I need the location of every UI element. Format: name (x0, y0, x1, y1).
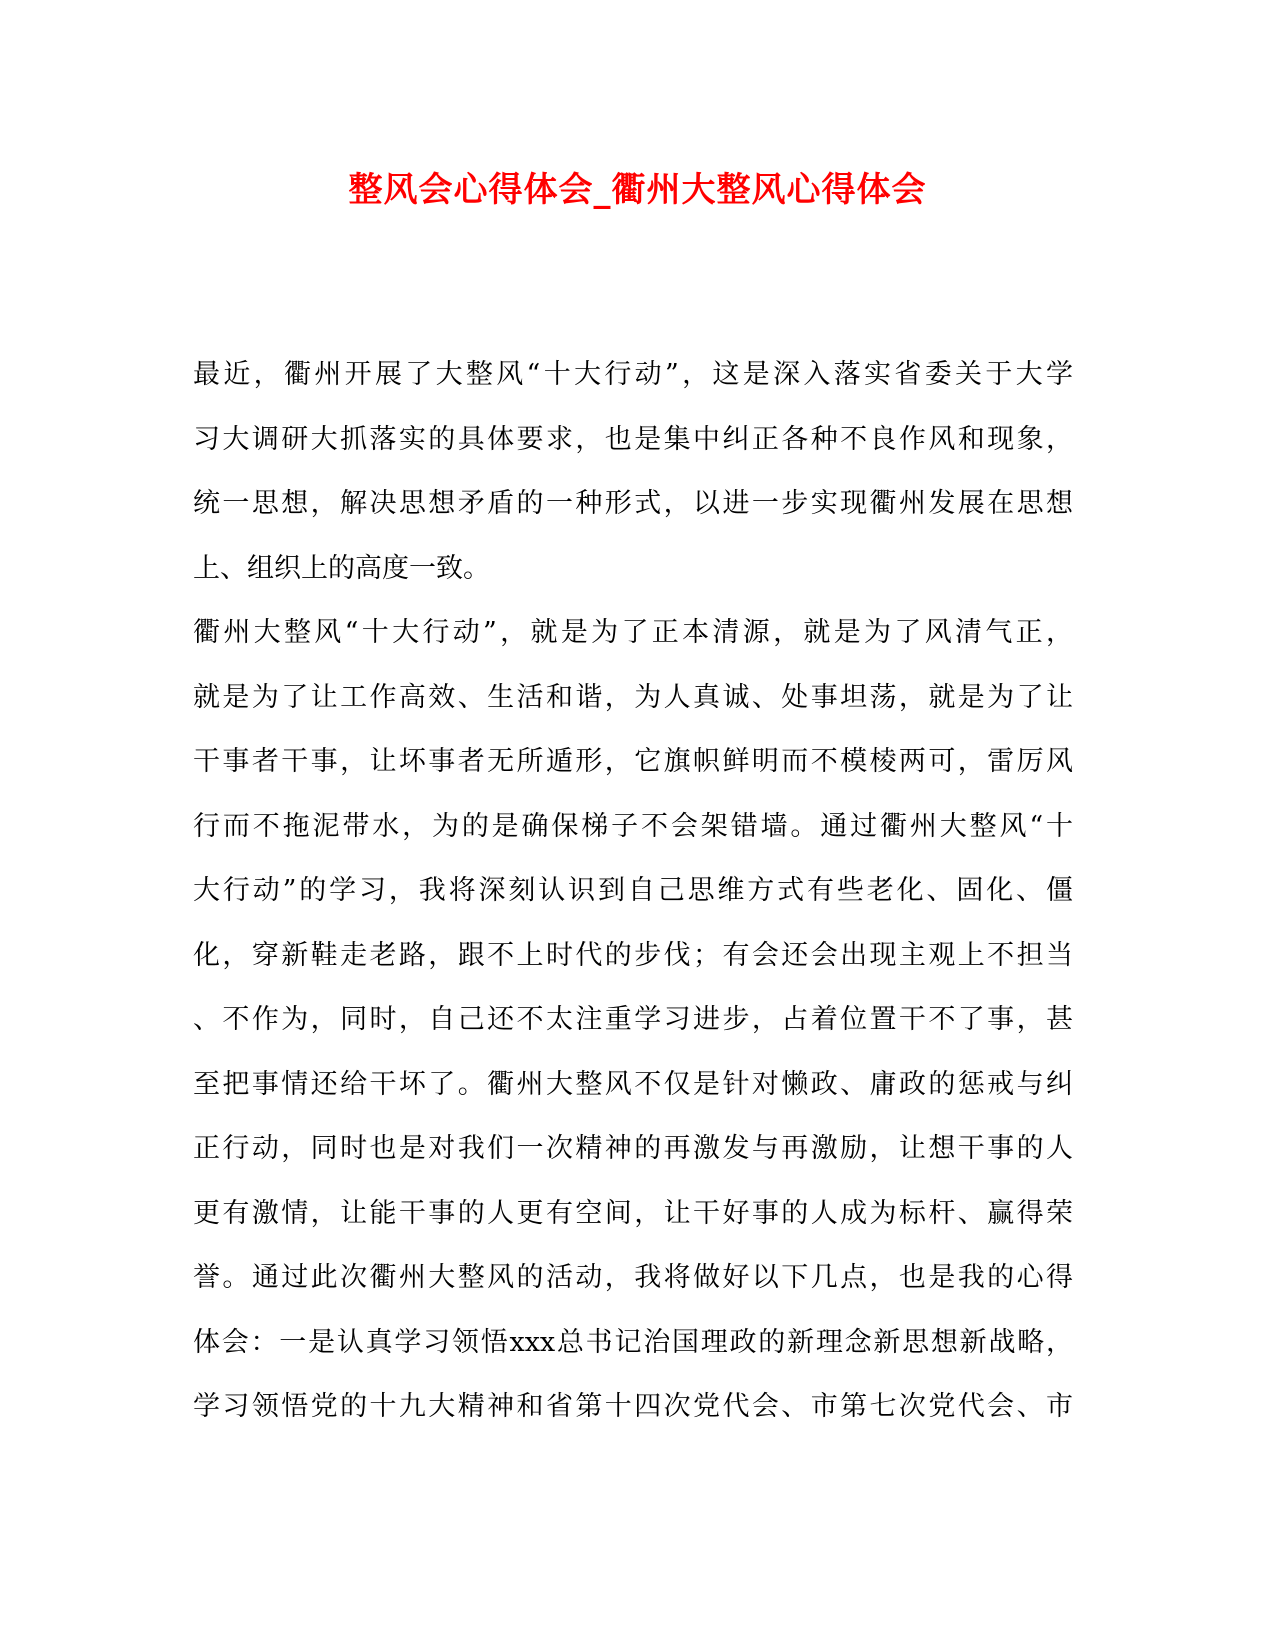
body-line: 至把事情还给干坏了。衢州大整风不仅是针对懒政、庸政的惩戒与纠 (193, 1068, 1073, 1100)
body-line: 就是为了让工作高效、生活和谐，为人真诚、处事坦荡，就是为了让 (193, 681, 1073, 713)
body-line: 体会：一是认真学习领悟xxx总书记治国理政的新理念新思想新战略， (193, 1326, 1073, 1358)
body-line: 干事者干事，让坏事者无所遁形，它旗帜鲜明而不模棱两可，雷厉风 (193, 746, 1073, 777)
body-line: 化，穿新鞋走老路，跟不上时代的步伐；有会还会出现主观上不担当 (193, 939, 1073, 971)
body-line: 、不作为，同时，自己还不太注重学习进步，占着位置干不了事，甚 (193, 1004, 1073, 1035)
body-line: 上、组织上的高度一致。 (193, 552, 490, 584)
body-line: 习大调研大抓落实的具体要求，也是集中纠正各种不良作风和现象， (193, 423, 1073, 455)
body-line: 统一思想，解决思想矛盾的一种形式，以进一步实现衢州发展在思想 (193, 488, 1073, 519)
body-line: 大行动”的学习，我将深刻认识到自己思维方式有些老化、固化、僵 (193, 875, 1073, 906)
body-line: 衢州大整风“十大行动”，就是为了正本清源，就是为了风清气正， (193, 617, 1073, 648)
body-line: 学习领悟党的十九大精神和省第十四次党代会、市第七次党代会、市 (193, 1391, 1073, 1422)
body-line: 誉。通过此次衢州大整风的活动，我将做好以下几点，也是我的心得 (193, 1262, 1073, 1293)
document-title: 整风会心得体会_衢州大整风心得体会 (348, 170, 927, 210)
document-body (193, 355, 1073, 1452)
body-line: 正行动，同时也是对我们一次精神的再激发与再激励，让想干事的人 (193, 1133, 1073, 1164)
body-line: 行而不拖泥带水，为的是确保梯子不会架错墙。通过衢州大整风“十 (193, 810, 1073, 842)
body-line: 最近，衢州开展了大整风“十大行动”，这是深入落实省委关于大学 (193, 359, 1073, 390)
body-line: 更有激情，让能干事的人更有空间，让干好事的人成为标杆、赢得荣 (193, 1197, 1073, 1229)
